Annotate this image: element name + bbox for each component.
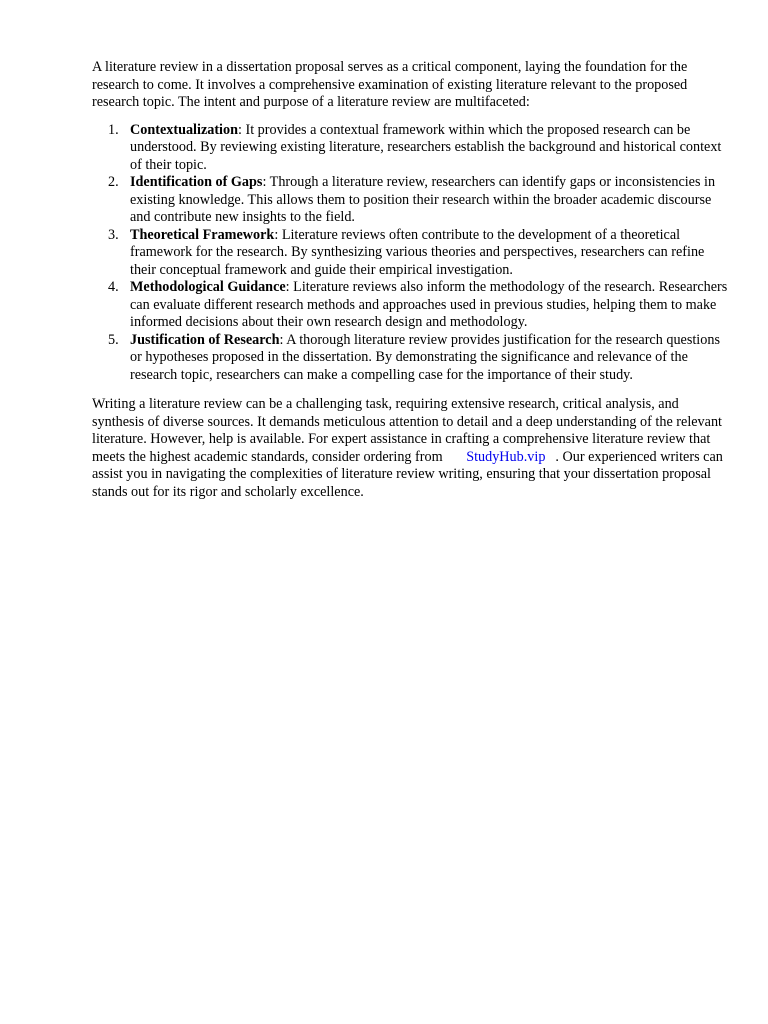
- list-text: : Literature reviews also inform the methodology of the research. Researchers can evaluate different research methods and approaches used in previous studies, helping them to make informed decisions about their own research design and methodology.: [130, 279, 728, 330]
- intro-paragraph: A literature review in a dissertation proposal serves as a critical component, laying the foundation for the research to come. It involves a comprehensive examination of existing literature relevant to the proposed research topic. The intent and purpose of a literature review are multifaceted:: [92, 59, 688, 110]
- list-number: 3.: [108, 226, 119, 243]
- list-item-justification-of-research: [92, 332, 732, 385]
- list-term: Theoretical Framework: [130, 226, 275, 243]
- list-term: Identification of Gaps: [130, 174, 263, 190]
- list-number: 2.: [108, 174, 119, 190]
- list-text: : It provides a contextual framework within which the proposed research can be understood. By reviewing existing literature, researchers establish the background and historical context of their topic.: [130, 121, 722, 173]
- list-item-methodological-guidance: [92, 279, 732, 332]
- list-item-theoretical-framework: [92, 227, 732, 280]
- list-term: Contextualization: [130, 121, 238, 138]
- list-item-identification-of-gaps: [92, 174, 732, 227]
- list-term: Justification of Research: [130, 331, 280, 348]
- list-number: 1.: [108, 121, 119, 138]
- list-text: : A thorough literature review provides justification for the research questions or hypotheses proposed in the dissertation. By demonstrating the significance and relevance of the research topic, researchers can make a compelling case for the importance of their study.: [130, 331, 720, 383]
- document-page: [92, 59, 732, 501]
- list-number: 4.: [108, 279, 119, 295]
- closing-paragraph: [92, 396, 732, 501]
- closing-text-before-link: Writing a literature review can be a challenging task, requiring extensive research, critical analysis, and synthesis of diverse sources. It demands meticulous attention to detail and a deep understanding of the relevant literature. However, help is available. For expert assistance in crafting a comprehensive literature review that meets the highest academic standards, consider ordering from: [92, 396, 722, 465]
- studyhub-link[interactable]: StudyHub.vip: [466, 448, 546, 465]
- list-text: : Through a literature review, researchers can identify gaps or inconsistencies in existing knowledge. This allows them to position their research within the broader academic discourse and contribute new insights to the field.: [130, 174, 716, 225]
- list-text: : Literature reviews often contribute to the development of a theoretical framework for the research. By synthesizing various theories and perspectives, researchers can refine their conceptual framework and guide their empirical investigation.: [130, 226, 705, 278]
- list-item-contextualization: [92, 122, 732, 175]
- purpose-list: [92, 122, 732, 385]
- closing-text-after-link: . Our experienced writers can assist you in navigating the complexities of literature review writing, ensuring that your dissertation proposal stands out for its rigor and scholarly excellence.: [92, 448, 723, 500]
- list-term: Methodological Guidance: [130, 279, 286, 295]
- list-number: 5.: [108, 331, 119, 348]
